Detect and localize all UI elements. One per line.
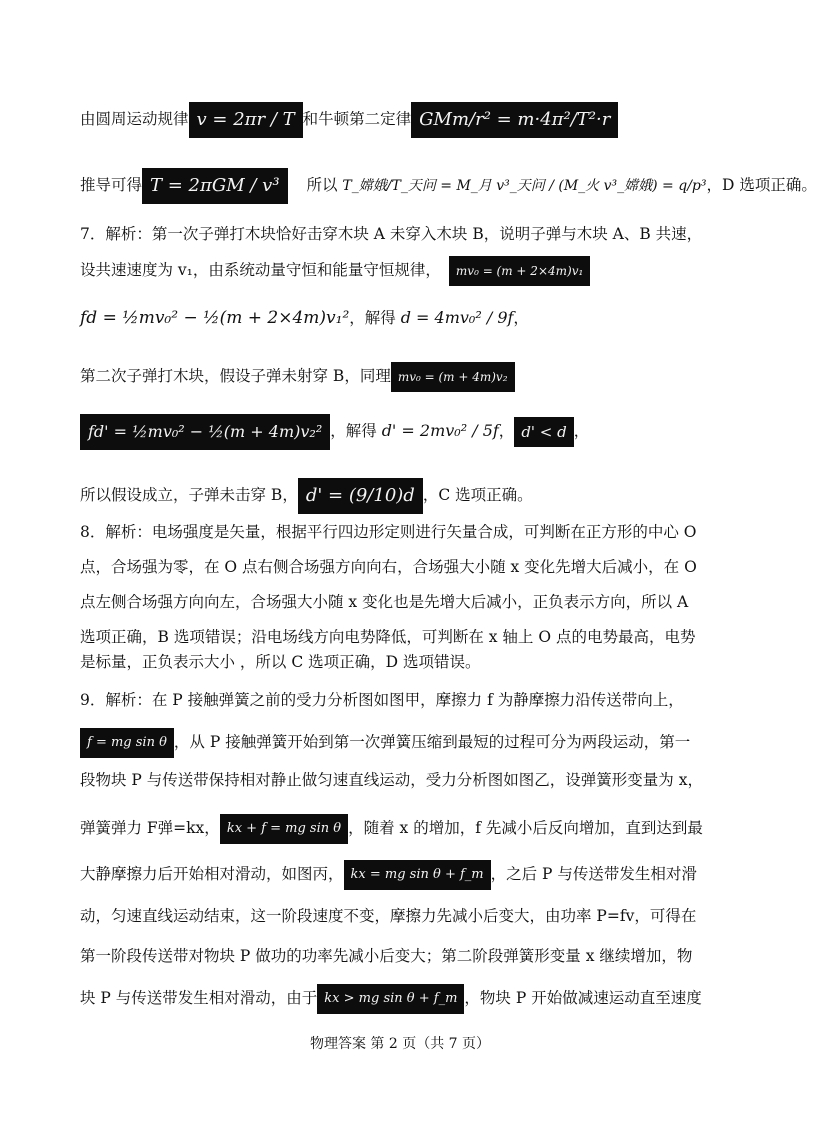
text-line: fd = ½mv₀² − ½(m + 2×4m)v₁²，解得 d = 4mv₀² / 9f， [80, 308, 529, 328]
text-line [80, 728, 690, 758]
formula-d: d = 4mv₀² / 9f [400, 308, 514, 327]
text-line [80, 168, 817, 204]
text: ，D 选项正确。 [706, 176, 817, 194]
formula-momentum-2: mv₀ = (m + 4m)v₂ [391, 362, 515, 392]
text: 第二次子弹打木块，假设子弹未射穿 B，同理 [80, 367, 391, 385]
text-line: 9．解析：在 P 接触弹簧之前的受力分析图如图甲，摩擦力 f 为静摩擦力沿传送带向上， [80, 691, 684, 709]
text: ，解得 [349, 309, 396, 327]
text-line: fd' = ½mv₀² − ½(m + 4m)v₂² ，解得 d' = 2mv₀² / 5f， d' < d ， [80, 414, 589, 450]
formula-energy-1: fd = ½mv₀² − ½(m + 2×4m)v₁² [80, 308, 350, 328]
text: ，从 P 接触弹簧开始到第一次弹簧压缩到最短的过程可分为两段运动，第一 [173, 733, 691, 751]
text-line: 选项正确，B 选项错误；沿电场线方向电势降低，可判断在 x 轴上 O 点的电势最高，电势 [80, 628, 696, 646]
text: 弹簧弹力 F弹=kx， [80, 819, 220, 837]
text-line: 7．解析：第一次子弹打木块恰好击穿木块 A 未穿入木块 B，说明子弹与木块 A、B 共速， [80, 225, 703, 243]
text-line [80, 814, 703, 844]
text: 设共速速度为 v₁，由系统动量守恒和能量守恒规律， [80, 261, 441, 279]
formula-d-prime: d' = 2mv₀² / 5f [381, 421, 499, 440]
text-line: 8．解析：电场强度是矢量，根据平行四边形定则进行矢量合成，可判断在正方形的中心 O [80, 523, 697, 541]
text: 由圆周运动规律 [80, 110, 189, 128]
text-line [80, 984, 702, 1014]
text-line: 点，合场强为零，在 O 点右侧合场强方向向右，合场强大小随 x 变化先增大后减小，在 O [80, 558, 697, 576]
text-line: 点左侧合场强方向向左，合场强大小随 x 变化也是先增大后减小，正负表示方向，所以 A [80, 593, 689, 611]
text: ，物块 P 开始做减速运动直至速度 [464, 989, 702, 1007]
formula-static-friction: f = mg sin θ [80, 728, 174, 758]
text-line [80, 860, 697, 890]
text: ，C 选项正确。 [422, 486, 533, 504]
text-line [80, 478, 533, 514]
text: 块 P 与传送带发生相对滑动，由于 [80, 989, 318, 1007]
text-line [80, 102, 618, 138]
text-line: 段物块 P 与传送带保持相对静止做匀速直线运动，受力分析图如图乙，设弹簧形变量为 x， [80, 771, 703, 789]
text-line [80, 256, 590, 286]
formula-inequality: d' < d [514, 417, 573, 447]
formula-circular-motion: v = 2πr / T [189, 102, 303, 138]
text: 所以假设成立，子弹未击穿 B， [80, 486, 298, 504]
formula-max-friction: kx = mg sin θ + f_m [344, 860, 491, 890]
formula-period: T = 2πGM / v³ [142, 168, 288, 204]
formula-spring-balance: kx + f = mg sin θ [220, 814, 348, 844]
formula-period-ratio: T_嫦娥/T_天问 = M_月 v³_天问 / (M_火 v³_嫦娥) = q/p³ [342, 178, 707, 194]
text: ，随着 x 的增加，f 先减小后反向增加，直到达到最 [348, 819, 703, 837]
formula-energy-2: fd' = ½mv₀² − ½(m + 4m)v₂² [80, 414, 330, 450]
text: ，之后 P 与传送带发生相对滑 [490, 865, 697, 883]
text-line: 第一阶段传送带对物块 P 做功的功率先减小后变大；第二阶段弹簧形变量 x 继续增加，物 [80, 947, 693, 965]
formula-newton-second-law: GMm/r² = m·4π²/T²·r [411, 102, 618, 138]
page-footer: 物理答案 第 2 页（共 7 页） [309, 1036, 491, 1052]
text: 推导可得 [80, 176, 143, 194]
text: 所以 [306, 176, 338, 194]
text: 大静摩擦力后开始相对滑动，如图丙， [80, 865, 344, 883]
formula-momentum-1: mv₀ = (m + 2×4m)v₁ [449, 256, 590, 286]
text-line: 动，匀速直线运动结束，这一阶段速度不变，摩擦力先减小后变大，由功率 P=fv，可得在 [80, 907, 697, 925]
text-line: 是标量，正负表示大小 ，所以 C 选项正确，D 选项错误。 [80, 653, 481, 671]
formula-d-prime-ratio: d' = (9/10)d [298, 478, 423, 514]
text-line [80, 362, 515, 392]
formula-sliding: kx > mg sin θ + f_m [317, 984, 464, 1014]
text: 和牛顿第二定律 [302, 110, 412, 128]
text: ，解得 [330, 422, 377, 440]
